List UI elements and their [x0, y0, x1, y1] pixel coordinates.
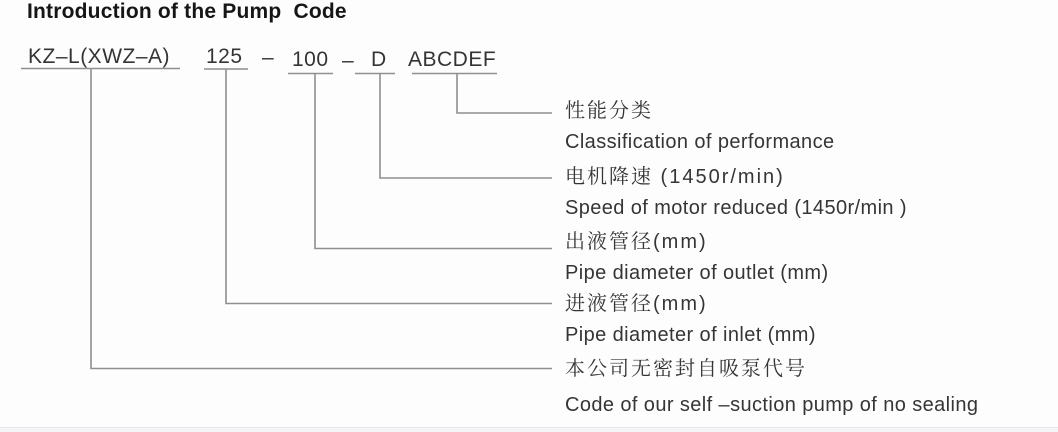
label-motor-speed-en: Speed of motor reduced (1450r/min ): [565, 197, 907, 219]
label-inlet-diameter-en: Pipe diameter of inlet (mm): [565, 324, 816, 346]
code-segment-motor-speed: D: [371, 48, 387, 71]
page-title: Introduction of the Pump Code: [27, 0, 347, 23]
code-segment-inlet-diameter: 125: [206, 45, 243, 68]
code-segment-performance-class: ABCDEF: [408, 48, 497, 71]
label-motor-speed-zh: 电机降速 (1450r/min): [565, 166, 785, 188]
connector-inlet-diameter: [226, 69, 552, 304]
label-performance-class-zh: 性能分类: [565, 100, 653, 122]
code-segment-outlet-diameter: 100: [292, 48, 329, 71]
connector-performance-class: [457, 74, 552, 114]
code-separator-1: –: [262, 46, 275, 69]
connector-outlet-diameter: [315, 74, 552, 249]
label-company-code-zh: 本公司无密封自吸泵代号: [565, 358, 807, 380]
label-outlet-diameter-zh: 出液管径(mm): [565, 231, 708, 253]
label-inlet-diameter-zh: 进液管径(mm): [565, 293, 708, 315]
code-segment-company-code: KZ–L(XWZ–A): [28, 45, 171, 68]
connector-motor-speed: [380, 74, 552, 179]
label-performance-class-en: Classification of performance: [565, 131, 835, 153]
label-outlet-diameter-en: Pipe diameter of outlet (mm): [565, 262, 829, 284]
page-bottom-edge: [0, 427, 1058, 432]
label-company-code-en: Code of our self –suction pump of no sealing: [565, 394, 979, 416]
code-separator-2: –: [342, 49, 355, 72]
